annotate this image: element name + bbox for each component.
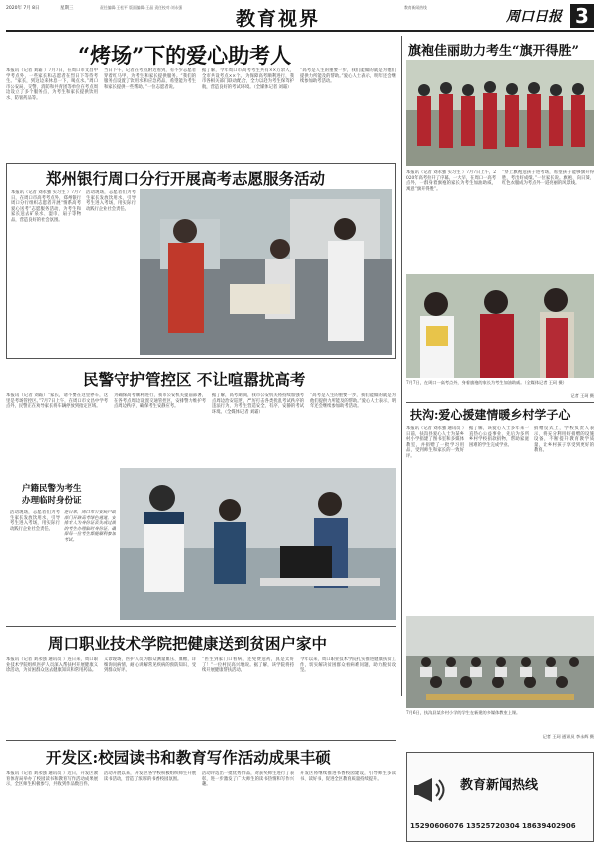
development-top-rule <box>6 740 396 741</box>
development-headline: 开发区:校园读书和教育写作活动成果丰硕 <box>46 748 331 767</box>
police-headline: 民警守护管控区 不让喧嚣扰高考 <box>83 370 306 389</box>
police-office-photo-illustration <box>120 468 396 620</box>
editor-info: 责任编辑:王松平 版面编辑:王晶 责任校对:刘永强 <box>100 5 183 10</box>
zhengzhou-bank-headline: 郑州银行周口分行开展高考志愿服务活动 <box>46 169 326 188</box>
police-body-col3: 据了解，高考期间，我市公安机关将持续加强考点周边治安巡逻，严厉打击各类扰乱考试秩序的违法行为，为考生营造安全、有序、安静的考试环境。（全媒体记者 刘霜） <box>212 393 304 415</box>
zhengzhou-bank-body-col2: 活动现场，志愿者们为考生家长发放饮用水，引导考生进入考场，用实际行动践行企业社会责任。 <box>86 190 136 212</box>
qipao-credit: 记者 王珂 摄 <box>570 393 594 398</box>
vocational-body-col2: 义诊现场，医护人员为群众测量血压、血糖，详细询问病情，耐心讲解常见疾病的预防知识，受到群众好评。 <box>104 657 196 674</box>
hotline-phones: 15290606076 13525720304 18639402906 <box>410 822 576 830</box>
contact-line: 教育新闻热线 <box>404 5 427 10</box>
column-divider <box>401 36 402 696</box>
qipao-photo-bottom <box>406 274 594 378</box>
police-sidebar-title-2: 办理临时身份证 <box>22 496 82 506</box>
fugou-photo <box>406 616 594 708</box>
qipao-body-col1: 本报讯（记者 刘永强 实习生 ）7月7日上午，2020年高考拉开了序幕。一大早，在周口一高考点外，一群身着旗袍的家长为考生加油助威，寓意“旗开得胜”。 <box>406 170 496 192</box>
megaphone-icon <box>412 770 452 810</box>
kaoyan-body-col1: 本报讯（记者 刘霜 ）7月7日，在周口市文昌中学考点外，一些家长和志愿者在烈日下等待考生。“家长，到这边来休息一下，喝点水。”周口市公安局、交警、消防和共青团等单位在考点周边设立了多个服务点，为考生和家长提供饮用水、防暑药品等。 <box>6 68 98 101</box>
section-title: 教育视界 <box>236 8 321 30</box>
kaoyan-body-col3: 据了解，今年周口市高考考生共有××万余人，全市共设考点××个。为保障高考顺利进行，我市各相关部门联动配合，全力以赴为考生保驾护航，营造良好的考试环境。（全媒体记者 刘霜） <box>202 68 294 90</box>
qipao-photo-caption: 7月7日，在周口一高考点外，身着旗袍的家长为考生加油助威。（全媒体记者 王珂 摄） <box>406 380 567 385</box>
hotline-title: 教育新闻热线 <box>460 778 539 793</box>
development-body-col3: 活动评选出一批优秀作品，对获奖师生进行了表彰，进一步激发了广大师生的读书热情和写作兴趣。 <box>202 771 294 788</box>
development-body-col4: 开发区将继续推进书香校园建设，引导师生多读书、读好书，促进全区教育质量持续提升。 <box>300 771 396 782</box>
development-body-col1: 本报讯（记者 刘永强 通讯员 ）近日，开发区教育体育局举办了校园读书和教育写作活动成果展示，全区师生积极参与，共收到作品数百件。 <box>6 771 98 788</box>
issue-date: 2020年 7月 8日 <box>6 6 40 11</box>
page-number-box <box>570 4 594 28</box>
fugou-body-col2: 据了解，该爱心人士多年来一直热心公益事业，先后为多所乡村学校捐款捐物，帮助家庭困难的学生完成学业。 <box>469 426 529 448</box>
police-sidebar-title-1: 户籍民警为考生 <box>22 484 82 494</box>
fugou-photo-caption: 7月6日，扶沟县某乡村小学的学生在新建的多媒体教室上课。 <box>406 710 521 715</box>
vocational-body-col1: 本报讯（记者 刘永强 通讯员 ）连日来，周口职业技术学院组织医护人员深入帮扶村开展健康义诊活动，为贫困群众送去健康知识和常用药品。 <box>6 657 98 674</box>
fugou-body-col3: 捐赠仪式上，学校负责人表示，将充分利用好捐赠的设施设备，不断提升教育教学质量，让乡村孩子享受到更好的教育。 <box>534 426 594 454</box>
police-sidebar-extra: 活动现场，志愿者们为考生家长发放饮用水，引导考生进入考场，用实际行动践行企业社会责任。 <box>10 510 60 532</box>
zhengzhou-bank-photo <box>140 189 392 355</box>
classroom-photo-illustration <box>406 616 594 708</box>
police-sidebar-text: 连日来，周口市公安局户政部门开辟高考绿色通道，安排专人为身份证丢失或过期的考生办理临时身份证，确保每一位考生都能顺利参加考试。 <box>64 510 116 543</box>
police-body-col1: 本报讯（记者 刘霜）“家长，请不要在这里停车，这里是考场管控区。”7月7日上午，在周口市文昌中学考点外，民警正在劝导家长将车辆停放到指定区域。 <box>6 393 108 410</box>
qipao-photo-top <box>406 60 594 166</box>
police-body-col4: “高考是人生的重要一步，我们能做的就是为他们提供力所能及的帮助。”爱心人士表示，明年还会继续参加助考活动。 <box>310 393 396 410</box>
qipao-headline: 旗袍佳丽助力考生“旗开得胜” <box>408 44 579 59</box>
kaoyan-body-col2: 当日下午，记者在考点附近看到，有不少志愿者穿着红马甲，为考生和家长提供服务。“我们的服务点设置了饮用水和应急药品，希望能为考生和家长提供一些帮助。”一位志愿者说。 <box>104 68 196 90</box>
issue-weekday: 星期三 <box>60 6 74 11</box>
fugou-headline: 扶沟:爱心援建情暖乡村学子心 <box>410 408 571 422</box>
police-photo <box>120 468 396 620</box>
fugou-top-rule <box>406 402 594 403</box>
page-number: 3 <box>575 4 589 28</box>
vocational-headline: 周口职业技术学院把健康送到贫困户家中 <box>48 634 328 653</box>
qipao-mothers-photo-illustration <box>406 60 594 166</box>
vocational-body-col4: 今年以来，周口职业技术学院扎实推进健康扶贫工作，切实解决贫困群众看病难问题，助力脱贫攻坚。 <box>300 657 396 674</box>
qipao-body-col2: “穿上旗袍送孩子进考场，希望孩子能够旗开得胜，考出好成绩。”一位家长说。旗袍、向日葵、红色衣服成为考点外一道亮丽的风景线。 <box>502 170 594 187</box>
kaoyan-body-col4: “高考是人生的重要一步，我们能做的就是为他们提供力所能及的帮助。”爱心人士表示，明年还会继续参加助考活动。 <box>300 68 396 85</box>
vocational-body-col3: “医生到家门口看病，还免费送药，真是太好了！”一位村民高兴地说。据了解，该学院将持续开展健康帮扶活动。 <box>202 657 294 674</box>
fugou-credit: 记者 王珂 通讯员 李永辉 摄 <box>542 734 594 739</box>
police-body-col2: 为确保高考顺利进行，我市公安机关提前部署，在各考点周边设置交通管控区，安排警力维护考点周边秩序，确保考生安静应考。 <box>114 393 206 410</box>
zhengzhou-bank-body-col1: 本报讯（记者 刘永强 实习生 ）7月7日，在周口市高考考点外，郑州银行周口分行组织志愿者开展“情系高考 爱心送考”志愿服务活动，为考生和家长送去矿泉水、湿巾、扇子等物品，营造良好的社会氛围。 <box>11 190 81 223</box>
header-rule <box>6 30 594 32</box>
vocational-top-rule <box>6 626 396 627</box>
volunteers-photo-illustration <box>140 189 392 355</box>
qipao-family-photo-illustration <box>406 274 594 378</box>
development-body-col2: 活动开展以来，开发区各学校积极组织师生开展读书活动，营造了浓厚的书香校园氛围。 <box>104 771 196 782</box>
hotline-icon <box>412 770 452 810</box>
fugou-body-col1: 本报讯（记者 刘永强 通讯员 ）日前，扶沟县爱心人士为某乡村小学捐建了图书室和多媒体教室，并捐赠了一批学习用品，受到师生和家长的一致好评。 <box>406 426 464 459</box>
newspaper-name: 周口日报 <box>506 9 562 25</box>
kaoyan-headline: “烤场”下的爱心助考人 <box>78 43 292 68</box>
